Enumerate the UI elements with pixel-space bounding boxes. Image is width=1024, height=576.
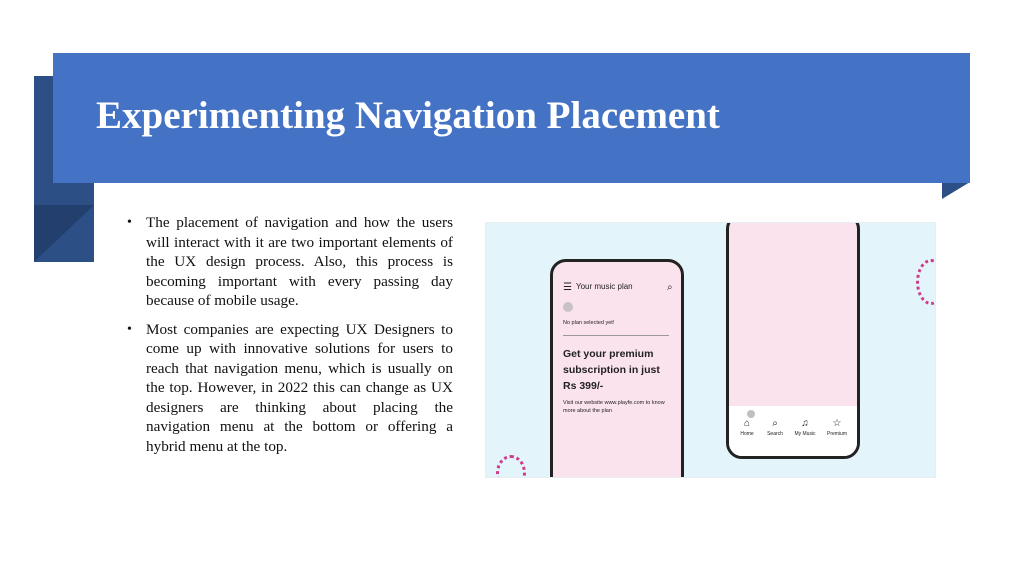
nav-label-search: Search xyxy=(767,431,783,437)
bullet-dot: • xyxy=(127,321,132,337)
nav-label-my-music: My Music xyxy=(794,431,816,437)
bullet-text: The placement of navigation and how the users will interact with it are two important elements of the UX design process. Also, this process is becoming important with every passing day because of mobile usage. xyxy=(146,214,453,309)
scroll-indicator xyxy=(747,410,755,418)
music-icon: ♫ xyxy=(801,418,809,429)
premium-promo-text: Get your premium subscription in just Rs 399/- xyxy=(563,348,660,392)
divider xyxy=(563,335,669,336)
decorative-dotted-arc-right xyxy=(916,259,936,305)
visit-website-text: Visit our website www.playfe.com to know more about the plan xyxy=(563,400,665,414)
navigation-mockup-image xyxy=(485,222,936,478)
phone-header-label: Your music plan xyxy=(576,282,633,291)
no-plan-text: No plan selected yet! xyxy=(563,320,615,326)
nav-label-home: Home xyxy=(740,431,754,437)
bullet-item xyxy=(124,213,453,311)
bullet-list xyxy=(124,213,453,465)
slide-title: Experimenting Navigation Placement xyxy=(96,94,720,137)
music-icon xyxy=(789,418,821,437)
star-icon xyxy=(821,418,853,437)
banner-fold-right xyxy=(942,182,970,199)
home-icon: ⌂ xyxy=(743,418,751,429)
search-icon: ⌕ xyxy=(667,282,673,293)
bullet-text: Most companies are expecting UX Designers to come up with innovative solutions for users to reach that navigation menu, which is usually on the top. However, in 2022 this can change as UX designers are thinking about placing the navigation menu at the bottom or offering a hybrid menu at the top. xyxy=(146,320,453,455)
bottom-nav-bar xyxy=(729,406,857,456)
nav-label-premium: Premium xyxy=(826,431,847,437)
hamburger-icon: ☰ xyxy=(563,282,572,293)
avatar xyxy=(563,302,573,312)
decorative-dotted-arc-left xyxy=(496,455,526,478)
search-icon: ⌕ xyxy=(772,418,778,429)
bullet-dot: • xyxy=(127,215,132,230)
star-icon: ☆ xyxy=(832,418,842,429)
phone-top-navigation xyxy=(550,259,684,478)
bullet-item xyxy=(124,320,453,457)
search-icon xyxy=(759,418,791,437)
phone-bottom-navigation xyxy=(726,222,860,459)
banner-fold-notch xyxy=(34,205,94,262)
